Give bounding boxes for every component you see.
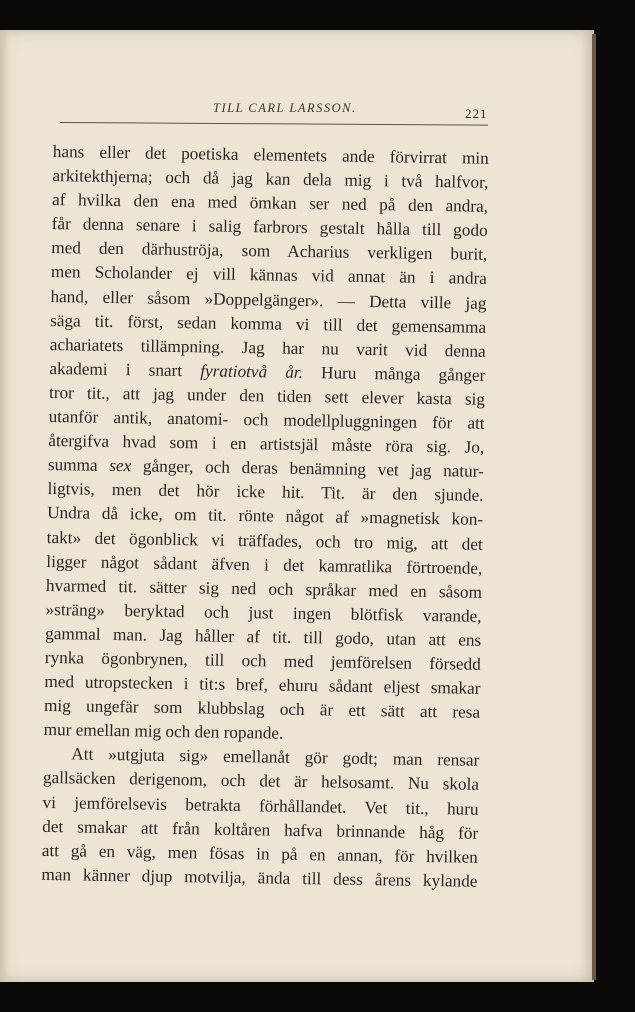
text-line: af hvilka den ena med ömkan ser ned på den andra,: [51, 190, 489, 217]
text-line: mig ungefär som klubbslag och är ett sätt att resa: [43, 696, 481, 722]
text-line: ligtvis, men det hör icke hit. Tit. är den sjunde.: [47, 479, 484, 506]
text-line: utanför antik, anatomi- och modellpluggningen för att: [48, 406, 485, 433]
italic-word: sex: [109, 456, 132, 476]
body-text: [41, 140, 489, 894]
page-edge: [592, 34, 596, 980]
text-segment: akademi i snart: [49, 358, 201, 381]
text-line: hand, eller såsom »Doppelgänger». — Detta ville jag: [50, 286, 487, 313]
text-line: vi jemförelsevis betrakta förhållandet. Vet tit., huru: [42, 792, 479, 819]
text-line: rynka ögonbrynen, till och med jemförelsen försedd: [44, 647, 481, 674]
text-line: achariatets tillämpning. Jag har nu varit vid denna: [49, 334, 486, 361]
text-line: hans eller det poetiska elementets ande förvirrat min: [52, 141, 489, 168]
text-line: säga tit. först, sedan komma vi till det gemensamma: [50, 310, 487, 337]
text-segment: Huru många gånger: [302, 362, 486, 385]
text-line: Undra då icke, om tit. rönte något af »magnetisk kon-: [46, 503, 484, 530]
text-line: »sträng» beryktad och just ingen blötfisk varande,: [45, 599, 482, 626]
text-line: Att »utgjuta sig» emellanåt gör godt; man rensar: [71, 744, 480, 771]
text-line: man känner djup motvilja, ända till dess årens kylande: [41, 864, 478, 891]
text-line: mur emellan mig och den ropande.: [43, 720, 284, 743]
italic-phrase: fyratiotvå år.: [200, 361, 304, 382]
text-line: ligger något sådant äfven i det kamratlika förtroende,: [46, 551, 483, 578]
text-line: att gå en väg, men fösas in på en annan, för hvilken: [41, 840, 478, 867]
text-line: med den därhuströja, som Acharius verkligen burit,: [51, 238, 488, 265]
text-line: men Scholander ej vill kännas vid annat än i andra: [50, 262, 488, 289]
running-head: TILL CARL LARSSON.: [213, 101, 357, 115]
text-line: återgifva hvad som i en artistsjäl måste röra sig. Jo,: [48, 431, 485, 457]
page-gutter-shadow: [0, 30, 10, 982]
text-line: gallsäcken derigenom, och det är helsosamt. Nu skola: [42, 768, 480, 795]
text-line: med utropstecken i tit:s bref, ehuru sådant eljest smakar: [44, 671, 481, 698]
text-segment: gånger, och deras benämning vet jag natur-: [131, 456, 484, 482]
text-line: det smakar att från koltåren hafva brinnande håg för: [42, 816, 479, 843]
text-line: får denna senare i salig farbrors gestalt hålla till godo: [51, 214, 488, 241]
text-line: takt» det ögonblick vi träffades, och tro mig, att det: [46, 527, 483, 554]
text-line: arkitekthjerna; och då jag kan dela mig i två halfvor,: [52, 166, 489, 192]
text-line: gammal man. Jag håller af tit. till godo, utan att ens: [45, 623, 482, 650]
text-line: tror tit., att jag under den tiden sett elever kasta sig: [48, 382, 486, 409]
page-number: 221: [465, 106, 488, 121]
text-segment: summa: [47, 455, 110, 476]
text-line: hvarmed tit. sätter sig ned och språkar med en såsom: [45, 575, 483, 602]
